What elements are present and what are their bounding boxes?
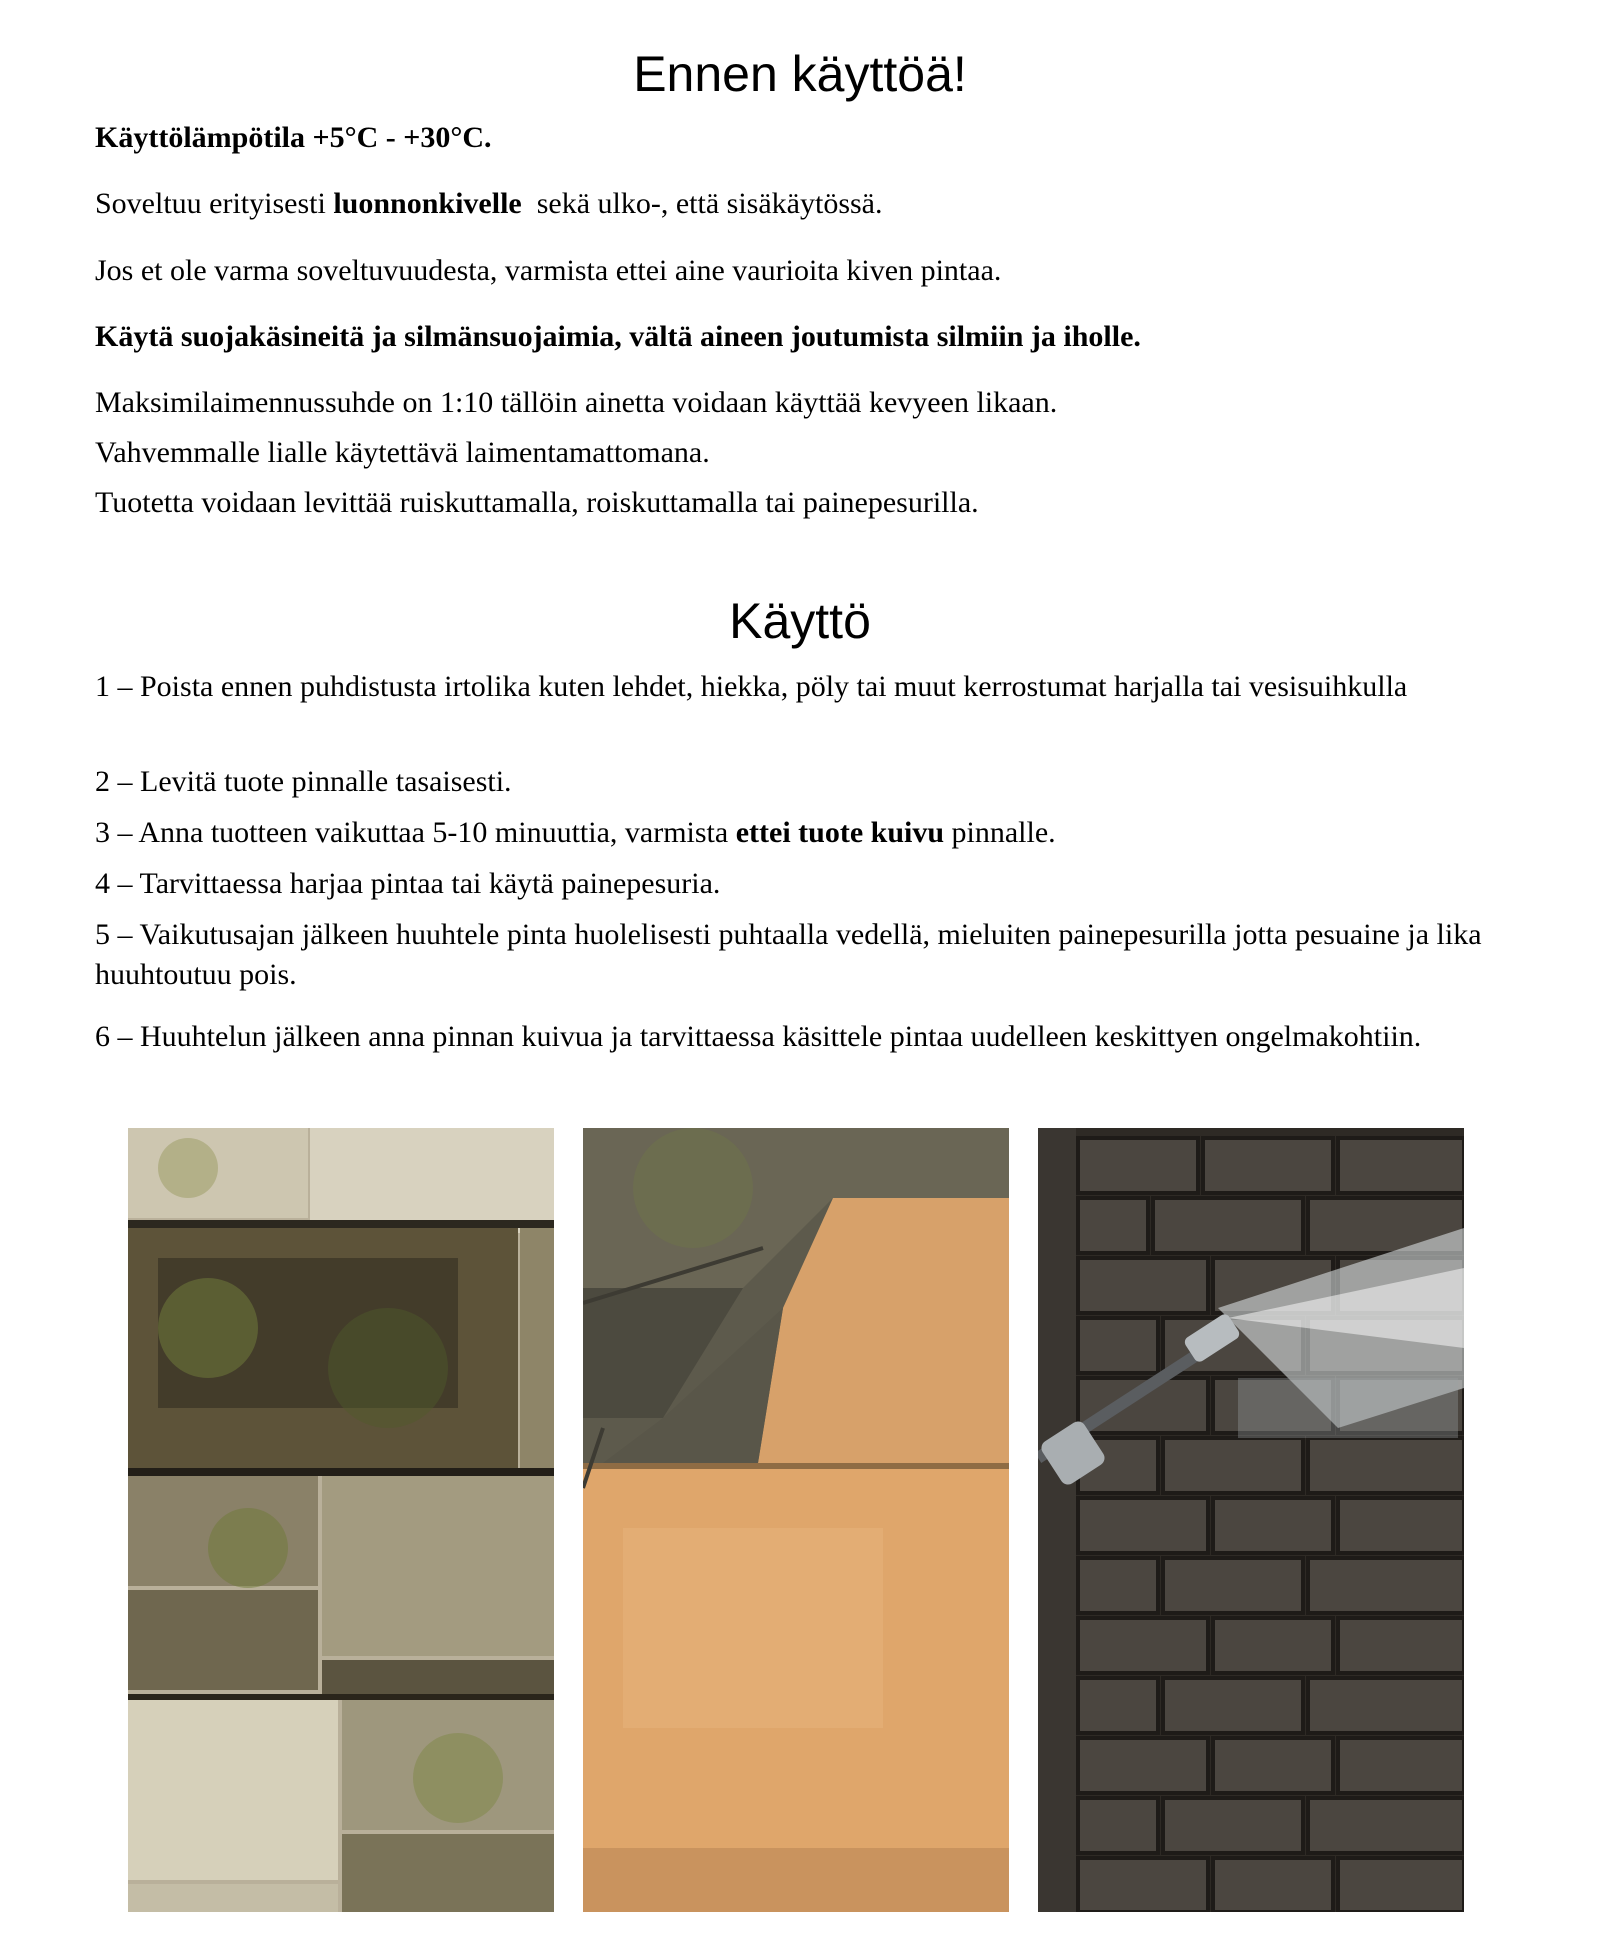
step3-pre: 3 – Anna tuotteen vaikuttaa 5-10 minuuttia, varmista — [95, 816, 736, 849]
sandstone-paving-photo — [583, 1128, 1009, 1912]
temperature-text: Käyttölämpötila +5°C - +30°C. — [95, 121, 492, 154]
safety-warning: Käytä suojakäsineitä ja silmänsuojaimia, vältä aineen joutumista silmiin ja iholle. — [95, 320, 1141, 353]
step3-bold: ettei tuote kuivu — [735, 816, 945, 849]
usage-step-2: 2 – Levitä tuote pinnalle tasaisesti. — [95, 765, 512, 798]
usage-step-5: 5 – Vaikutusajan jälkeen huuhtele pinta huolelisesti puhtaalla vedellä, mieluiten painepesurilla jotta pesuaine ja lika huuhtoutuu pois. — [95, 918, 1482, 991]
usage-step-1: 1 – Poista ennen puhdistusta irtolika kuten lehdet, hiekka, pöly tai muut kerrostumat harjalla tai vesisuihkulla — [95, 670, 1408, 703]
temperature-line — [95, 118, 1515, 158]
before-use-heading: Ennen käyttöä! — [633, 46, 967, 102]
usage-step-6: 6 – Huuhtelun jälkeen anna pinnan kuivua ja tarvittaessa käsittele pintaa uudelleen keskittyen ongelmakohtiin. — [95, 1020, 1422, 1053]
suitability-bold: luonnonkivelle — [333, 187, 522, 220]
application-methods: Tuotetta voidaan levittää ruiskuttamalla, roiskuttamalla tai painepesurilla. — [95, 486, 979, 519]
step3-post: pinnalle. — [944, 816, 1056, 849]
photo-row — [128, 1128, 1464, 1912]
usage-heading: Käyttö — [729, 593, 871, 649]
usage-step-4: 4 – Tarvittaessa harjaa pintaa tai käytä painepesuria. — [95, 867, 721, 900]
dilution-heavy-dirt: Vahvemmalle lialle käytettävä laimentamattomana. — [95, 436, 710, 469]
dilution-ratio: Maksimilaimennussuhde on 1:10 tällöin ainetta voidaan käyttää kevyeen likaan. — [95, 386, 1058, 419]
safety-warning-line — [95, 317, 1515, 357]
test-notice: Jos et ole varma soveltuvuudesta, varmista ettei aine vaurioita kiven pintaa. — [95, 254, 1002, 287]
suitability-line — [95, 184, 1515, 224]
pressure-washing-brick-wall-photo — [1038, 1128, 1464, 1912]
suitability-pre: Soveltuu erityisesti — [95, 187, 334, 220]
suitability-post: sekä ulko-, että sisäkäytössä. — [521, 187, 883, 220]
usage-step-3 — [95, 813, 1515, 853]
mossy-stone-wall-photo — [128, 1128, 554, 1912]
